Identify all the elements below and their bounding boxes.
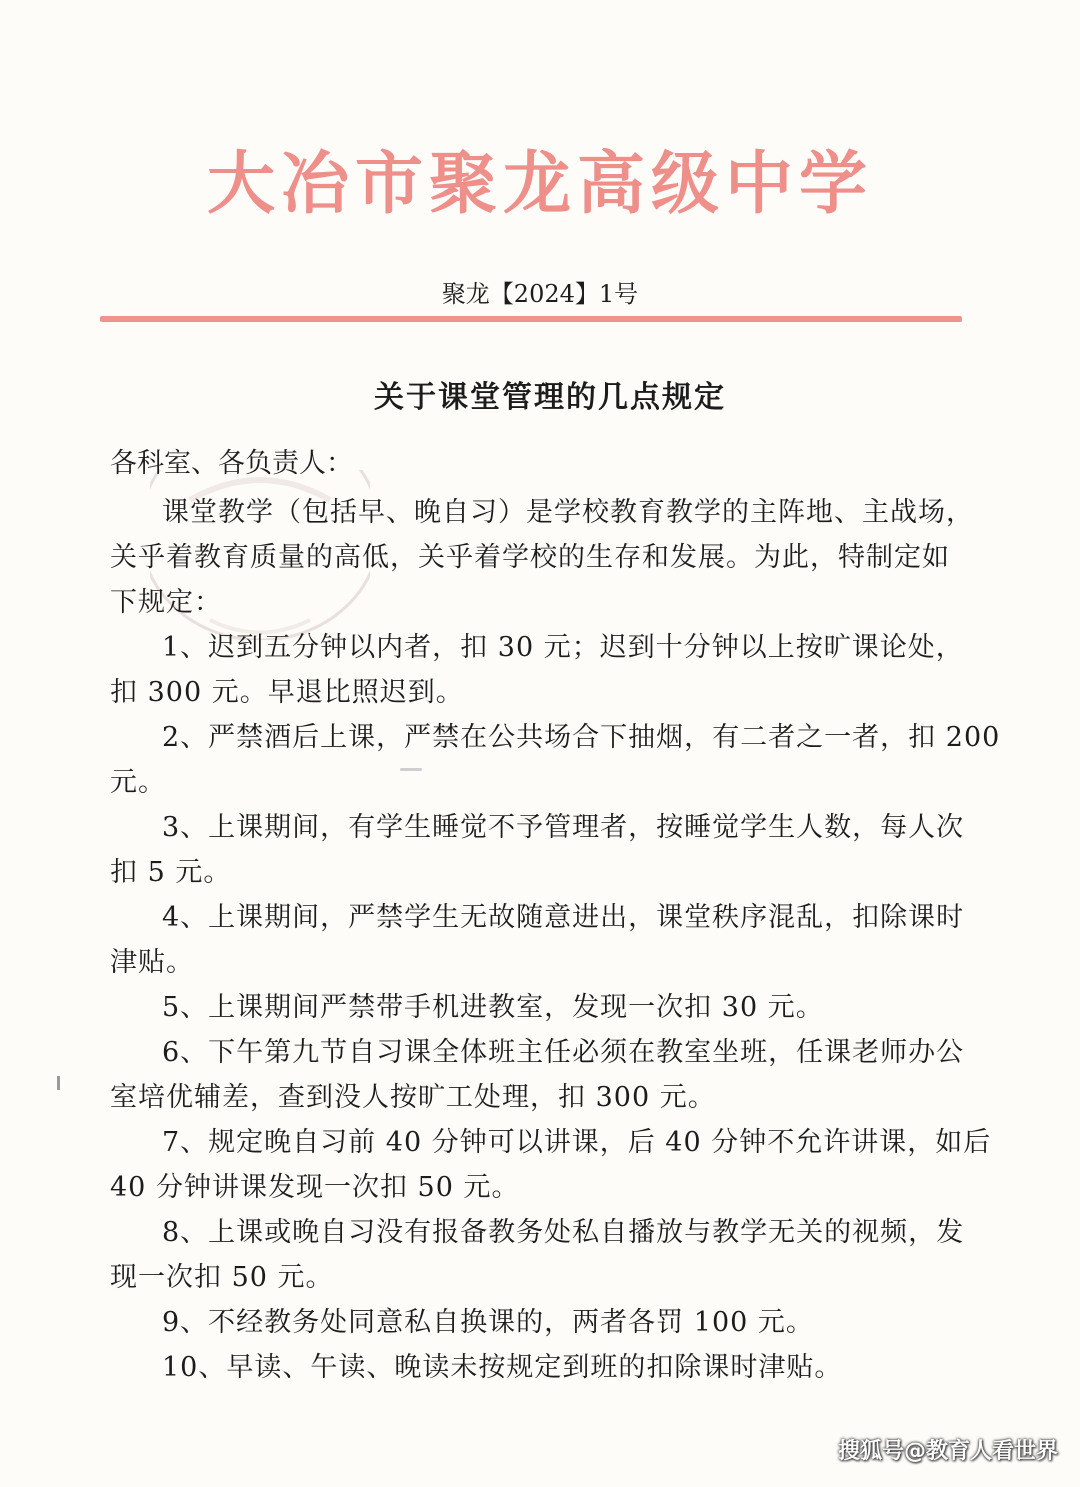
rule-7-line-2: 40 分钟讲课发现一次扣 50 元。 xyxy=(110,1172,520,1203)
rule-8-line-1: 8、上课或晚自习没有报备教务处私自播放与教学无关的视频，发 xyxy=(162,1217,965,1248)
scan-mark xyxy=(57,1076,60,1090)
rule-4-line-1: 4、上课期间，严禁学生无故随意进出，课堂秩序混乱，扣除课时 xyxy=(162,902,965,933)
rule-3-line-2: 扣 5 元。 xyxy=(110,857,232,888)
document-number: 聚龙【2024】1号 xyxy=(441,280,639,308)
source-watermark: 搜狐号@教育人看世界 xyxy=(838,1439,1059,1464)
red-divider-line xyxy=(100,316,962,322)
rule-8-line-2: 现一次扣 50 元。 xyxy=(110,1262,334,1293)
rule-6-line-2: 室培优辅差，查到没人按旷工处理，扣 300 元。 xyxy=(110,1082,716,1113)
intro-line: 课堂教学（包括早、晚自习）是学校教育教学的主阵地、主战场， xyxy=(162,497,974,528)
rule-4-line-2: 津贴。 xyxy=(110,947,194,978)
rule-9-line-1: 9、不经教务处同意私自换课的，两者各罚 100 元。 xyxy=(162,1307,814,1338)
rule-2-line-2: 元。 xyxy=(110,767,166,798)
school-header-title: 大冶市聚龙高级中学 xyxy=(206,145,873,224)
rule-1-line-2: 扣 300 元。早退比照迟到。 xyxy=(110,677,464,708)
document-title: 关于课堂管理的几点规定 xyxy=(374,380,726,415)
rule-5-line-1: 5、上课期间严禁带手机进教室，发现一次扣 30 元。 xyxy=(162,992,824,1023)
salutation: 各科室、各负责人： xyxy=(110,448,353,479)
rule-7-line-1: 7、规定晚自习前 40 分钟可以讲课，后 40 分钟不允许讲课，如后 xyxy=(162,1127,992,1158)
rule-1-line-1: 1、迟到五分钟以内者，扣 30 元；迟到十分钟以上按旷课论处， xyxy=(162,632,964,663)
rule-6-line-1: 6、下午第九节自习课全体班主任必须在教室坐班，任课老师办公 xyxy=(162,1037,965,1068)
intro-line: 关乎着教育质量的高低，关乎着学校的生存和发展。为此，特制定如 xyxy=(110,542,950,573)
rule-10-line-1: 10、早读、午读、晚读未按规定到班的扣除课时津贴。 xyxy=(162,1352,843,1383)
rule-2-line-1: 2、严禁酒后上课，严禁在公共场合下抽烟，有二者之一者，扣 200 xyxy=(162,722,1001,753)
rule-3-line-1: 3、上课期间，有学生睡觉不予管理者，按睡觉学生人数，每人次 xyxy=(162,812,965,843)
scan-mark xyxy=(400,768,422,771)
intro-line: 下规定： xyxy=(110,587,222,618)
